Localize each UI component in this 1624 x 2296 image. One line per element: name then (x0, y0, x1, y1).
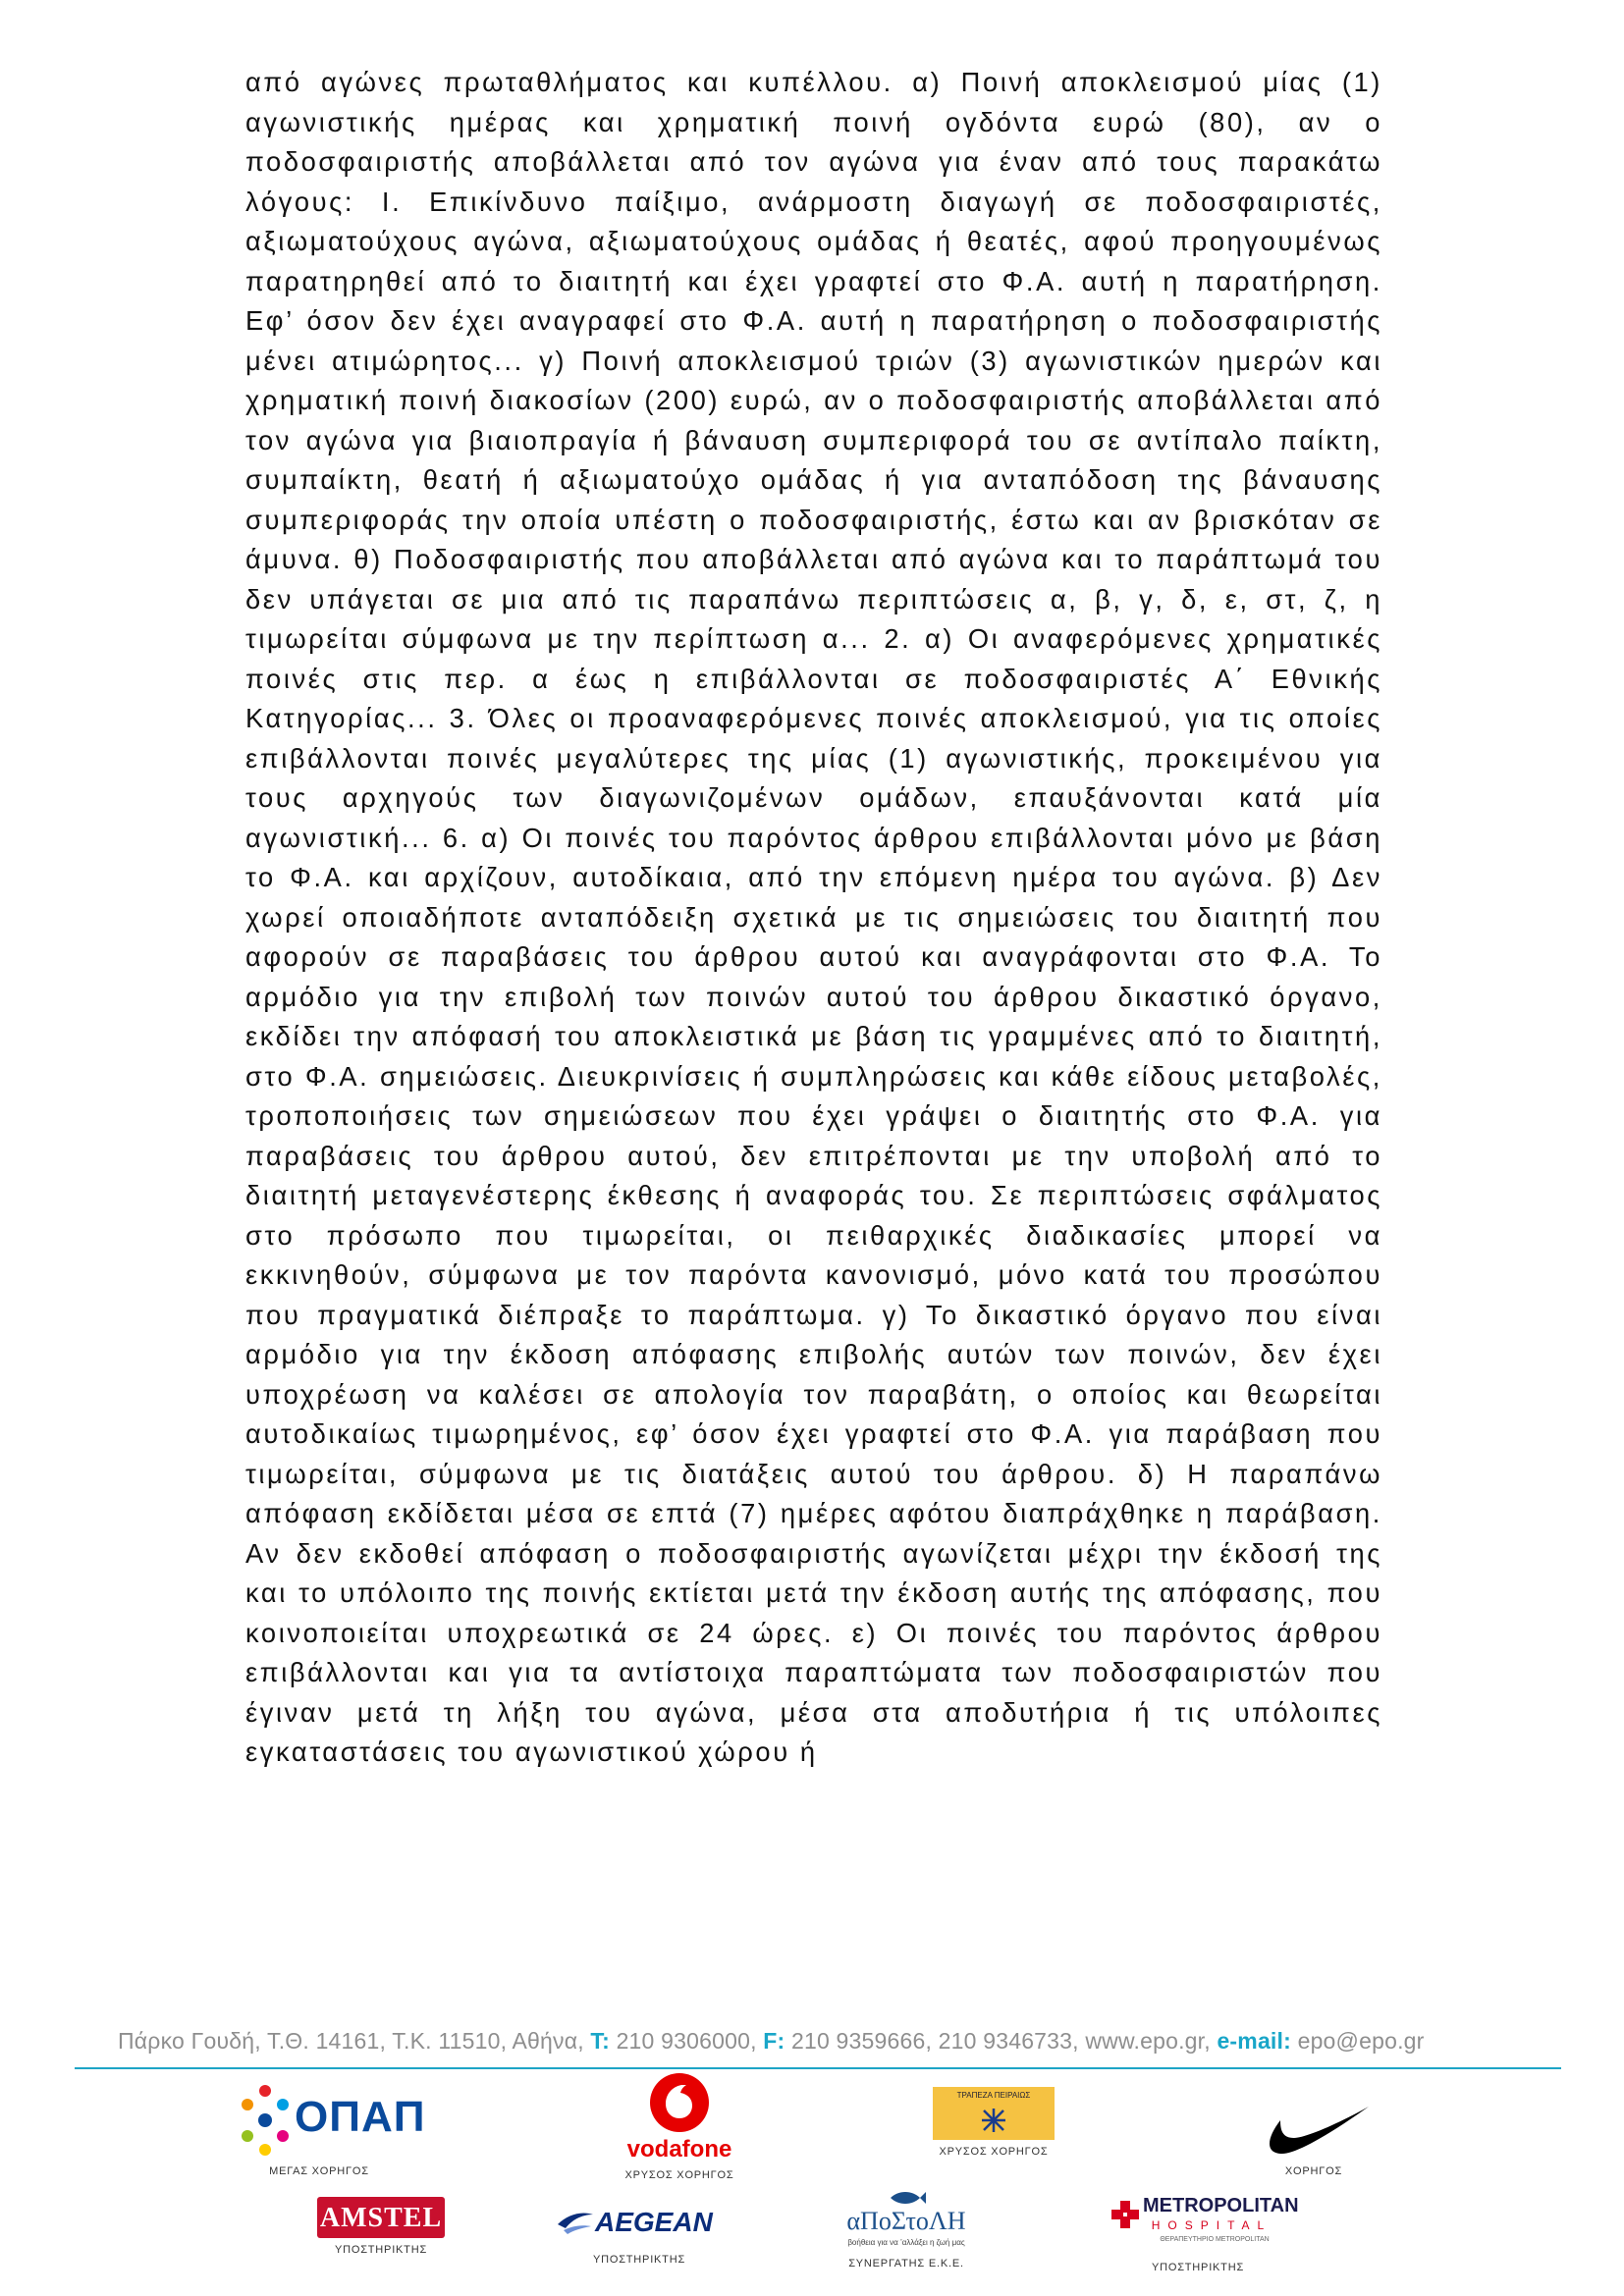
sponsor-amstel (317, 2197, 445, 2256)
nike-swoosh-icon (1255, 2091, 1373, 2160)
nike-caption: ΧΟΡΗΓΟΣ (1284, 2165, 1343, 2177)
sponsor-nike (1255, 2091, 1373, 2177)
footer-email-label: e-mail: (1217, 2028, 1291, 2054)
amstel-logo (317, 2197, 445, 2238)
metropolitan-wordmark: METROPOLITAN (1143, 2195, 1299, 2216)
amstel-wordmark: AMSTEL (319, 2203, 443, 2233)
sponsor-apostoli (823, 2187, 990, 2269)
footer-divider (75, 2067, 1561, 2069)
vodafone-logo (621, 2071, 738, 2163)
aegean-wordmark: AEGEAN (595, 2207, 713, 2237)
apostoli-wordmark: αΠοΣτοΛΗ (846, 2207, 966, 2235)
opap-caption: ΜΕΓΑΣ ΧΟΡΗΓΟΣ (269, 2165, 369, 2177)
piraeus-bank-wordmark: ΤΡΑΠΕΖΑ ΠΕΙΡΑΙΩΣ (956, 2091, 1031, 2100)
footer-email[interactable]: epo@epo.gr (1297, 2028, 1425, 2054)
piraeus-bank-logo (933, 2087, 1055, 2140)
sponsor-piraeus-bank (933, 2087, 1055, 2158)
apostoli-logo (823, 2187, 990, 2252)
footer-fax: 210 9359666, 210 9346733, (790, 2028, 1079, 2054)
opap-wordmark: ΟΠΑΠ (295, 2093, 426, 2141)
metropolitan-subname: HOSPITAL (1151, 2218, 1272, 2232)
vodafone-caption: ΧΡΥΣΟΣ ΧΟΡΗΓΟΣ (624, 2169, 734, 2181)
aegean-logo (556, 2199, 723, 2248)
footer-address: Πάρκο Γουδή, Τ.Θ. 14161, Τ.Κ. 11510, Αθήνα, (118, 2028, 584, 2054)
sponsor-metropolitan (1110, 2195, 1299, 2273)
sponsor-opap (236, 2081, 426, 2177)
footer-phone-label: T: (590, 2028, 610, 2054)
metropolitan-tagline: ΘΕΡΑΠΕΥΤΗΡΙΟ METROPOLITAN (1160, 2236, 1270, 2243)
apostoli-caption: ΣΥΝΕΡΓΑΤΗΣ Ε.Κ.Ε. (848, 2258, 964, 2269)
body-paragraph: από αγώνες πρωταθλήματος και κυπέλλου. α) Ποινή αποκλεισμού μίας (1) αγωνιστικής ημέρας και χρηματική ποινή ογδόντα ευρώ (80), αν ο ποδοσφαιριστής αποβάλλεται από τον αγώνα για έναν από τους παρακάτω λόγους: Ι. Επικίνδυνο παίξιμο, ανάρμοστη διαγωγή σε ποδοσφαιριστές, αξιωματούχους αγώνα, αξιωματούχους ομάδας ή θεατές, αφού προηγουμένως παρατηρηθεί από το διαιτητή και έχει γραφτεί στο Φ.Α. αυτή η παρατήρηση. Εφ’ όσον δεν έχει αναγραφεί στο Φ.Α. αυτή η παρατήρηση ο ποδοσφαιριστής μένει ατιμώρητος... γ) Ποινή αποκλεισμού τριών (3) αγωνιστικών ημερών και χρηματική ποινή διακοσίων (200) ευρώ, αν ο ποδοσφαιριστής αποβάλλεται από τον αγώνα για βιαιοπραγία ή βάναυση συμπεριφορά του σε αντίπαλο παίκτη, συμπαίκτη, θεατή ή αξιωματούχο ομάδας ή για ανταπόδοση της βάναυσης συμπεριφοράς την οποία υπέστη ο ποδοσφαιριστής, έστω και αν βρισκόταν σε άμυνα. θ) Ποδοσφαιριστής που αποβάλλεται από αγώνα και το παράπτωμά του δεν υπάγεται σε μια από τις παραπάνω περιπτώσεις α, β, γ, δ, ε, στ, ζ, η τιμωρείται σύμφωνα με την περίπτωση α... 2. α) Οι αναφερόμενες χρηματικές ποινές στις περ. α έως η επιβάλλονται σε ποδοσφαιριστές Α΄ Εθνικής Κατηγορίας... 3. Όλες οι προαναφερόμενες ποινές αποκλεισμού, για τις οποίες επιβάλλονται ποινές μεγαλύτερες της μίας (1) αγωνιστικής, προκειμένου για τους αρχηγούς των διαγωνιζομένων ομάδων, επαυξάνονται κατά μία αγωνιστική... 6. α) Οι ποινές του παρόντος άρθρου επιβάλλονται μόνο με βάση το Φ.Α. και αρχίζουν, αυτοδίκαια, από την επόμενη ημέρα του αγώνα. β) Δεν χωρεί οποιαδήποτε ανταπόδειξη σχετικά με τις σημειώσεις του διαιτητή που αφορούν σε παραβάσεις του άρθρου αυτού και αναγράφονται στο Φ.Α. Το αρμόδιο για την επιβολή των ποινών αυτού του άρθρου δικαστικό όργανο, εκδίδει την απόφασή του αποκλειστικά με βάση τις γραμμένες από το διαιτητή, στο Φ.Α. σημειώσεις. Διευκρινίσεις ή συμπληρώσεις και κάθε είδους μεταβολές, τροποποιήσεις των σημειώσεων που έχει γράψει ο διαιτητής στο Φ.Α. για παραβάσεις του άρθρου αυτού, δεν επιτρέπονται με την υποβολή από το διαιτητή μεταγενέστερης έκθεσης ή αναφοράς του. Σε περιπτώσεις σφάλματος στο πρόσωπο που τιμωρείται, οι πειθαρχικές διαδικασίες μπορεί να εκκινηθούν, σύμφωνα με τον παρόντα κανονισμό, μόνο κατά του προσώπου που πραγματικά διέπραξε το παράπτωμα. γ) Το δικαστικό όργανο που είναι αρμόδιο για την έκδοση απόφασης επιβολής αυτών των ποινών, δεν έχει υποχρέωση να καλέσει σε απολογία τον παραβάτη, ο οποίος και θεωρείται αυτοδικαίως τιμωρημένος, εφ’ όσον έχει γραφτεί στο Φ.Α. για παράβαση που τιμωρείται, σύμφωνα με τις διατάξεις αυτού του άρθρου. δ) Η παραπάνω απόφαση εκδίδεται μέσα σε επτά (7) ημέρες αφότου διαπράχθηκε η παράβαση. Αν δεν εκδοθεί απόφαση ο ποδοσφαιριστής αγωνίζεται μέχρι την έκδοσή της και το υπόλοιπο της ποινής εκτίεται μετά την έκδοση αυτής της απόφασης, που κοινοποιείται υποχρεωτικά σε 24 ώρες. ε) Οι ποινές του παρόντος άρθρου επιβάλλονται και για τα αντίστοιχα παραπτώματα των ποδοσφαιριστών που έγιναν μετά τη λήξη του αγώνα, μέσα στα αποδυτήρια ή τις υπόλοιπες εγκαταστάσεις του αγωνιστικού χώρου ή (245, 67, 1382, 1767)
opap-logo (236, 2081, 426, 2160)
footer-website[interactable]: www.epo.gr, (1085, 2028, 1211, 2054)
footer-phone: 210 9306000, (616, 2028, 757, 2054)
footer-contact-line (118, 2028, 1502, 2055)
footer-fax-label: F: (763, 2028, 785, 2054)
piraeus-bank-caption: ΧΡΥΣΟΣ ΧΟΡΗΓΟΣ (939, 2146, 1049, 2158)
sponsor-vodafone (621, 2071, 738, 2181)
document-body (245, 63, 1382, 1773)
sponsor-aegean (556, 2199, 723, 2266)
apostoli-tagline: βοήθεια για να ’αλλάξει η ζωή μας (847, 2238, 965, 2247)
vodafone-wordmark: vodafone (626, 2136, 732, 2163)
metropolitan-caption: ΥΠΟΣΤΗΡΙΚΤΗΣ (1151, 2262, 1245, 2273)
aegean-caption: ΥΠΟΣΤΗΡΙΚΤΗΣ (592, 2254, 686, 2266)
amstel-caption: ΥΠΟΣΤΗΡΙΚΤΗΣ (334, 2244, 428, 2256)
metropolitan-logo (1110, 2195, 1299, 2256)
